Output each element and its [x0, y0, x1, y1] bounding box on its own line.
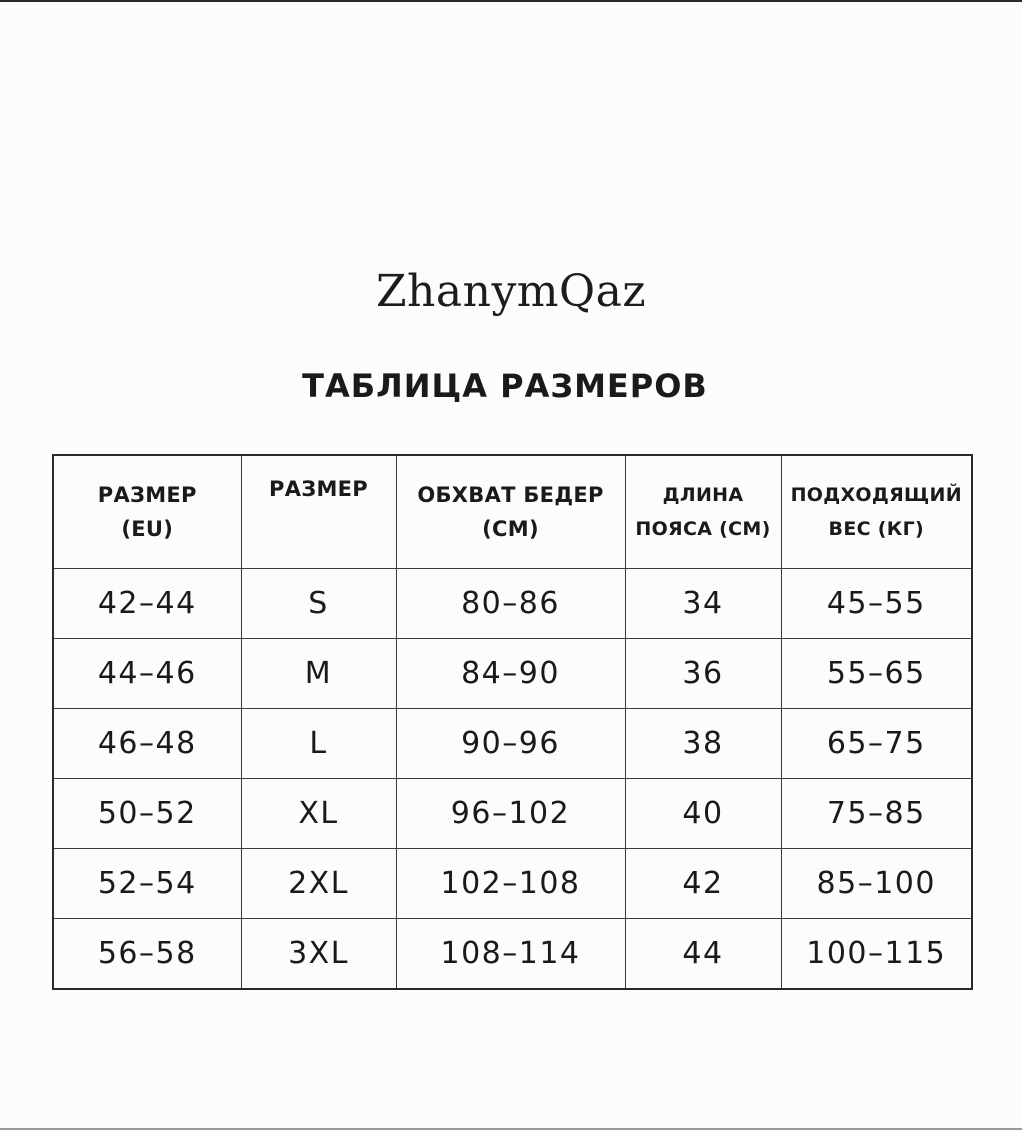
cell-size-eu: 52–54 — [53, 849, 241, 919]
cell-weight: 100–115 — [781, 919, 972, 990]
cell-size-eu: 44–46 — [53, 639, 241, 709]
cell-size-eu: 50–52 — [53, 779, 241, 849]
table-header-row — [53, 455, 972, 569]
cell-waist-length: 42 — [625, 849, 781, 919]
cell-size: 2XL — [241, 849, 396, 919]
cell-weight: 75–85 — [781, 779, 972, 849]
cell-hip-girth: 108–114 — [396, 919, 625, 990]
table-row — [53, 639, 972, 709]
table-row — [53, 919, 972, 990]
table-row — [53, 709, 972, 779]
cell-weight: 55–65 — [781, 639, 972, 709]
cell-waist-length: 36 — [625, 639, 781, 709]
cell-hip-girth: 80–86 — [396, 569, 625, 639]
cell-size-eu: 42–44 — [53, 569, 241, 639]
cell-hip-girth: 90–96 — [396, 709, 625, 779]
cell-waist-length: 38 — [625, 709, 781, 779]
cell-size-eu: 56–58 — [53, 919, 241, 990]
cell-hip-girth: 84–90 — [396, 639, 625, 709]
cell-hip-girth: 96–102 — [396, 779, 625, 849]
cell-waist-length: 44 — [625, 919, 781, 990]
cell-size: M — [241, 639, 396, 709]
table-row — [53, 569, 972, 639]
cell-waist-length: 40 — [625, 779, 781, 849]
table-row — [53, 779, 972, 849]
column-header-size-eu: РАЗМЕР (EU) — [53, 455, 241, 569]
column-header-size: РАЗМЕР — [241, 455, 396, 569]
bottom-border-line — [0, 1128, 1022, 1130]
cell-weight: 45–55 — [781, 569, 972, 639]
cell-weight: 85–100 — [781, 849, 972, 919]
cell-weight: 65–75 — [781, 709, 972, 779]
cell-size: 3XL — [241, 919, 396, 990]
cell-size: XL — [241, 779, 396, 849]
cell-waist-length: 34 — [625, 569, 781, 639]
page-title: ТАБЛИЦА РАЗМЕРОВ — [302, 367, 708, 405]
column-header-weight: ПОДХОДЯЩИЙ ВЕС (КГ) — [781, 455, 972, 569]
table-row — [53, 849, 972, 919]
brand-logo-text: ZhanymQaz — [375, 266, 647, 317]
column-header-waist-length: ДЛИНА ПОЯСА (СМ) — [625, 455, 781, 569]
top-border-line — [0, 0, 1022, 2]
column-header-hip-girth: ОБХВАТ БЕДЕР (СМ) — [396, 455, 625, 569]
cell-size: S — [241, 569, 396, 639]
cell-size: L — [241, 709, 396, 779]
cell-hip-girth: 102–108 — [396, 849, 625, 919]
cell-size-eu: 46–48 — [53, 709, 241, 779]
size-chart-table — [52, 454, 973, 990]
